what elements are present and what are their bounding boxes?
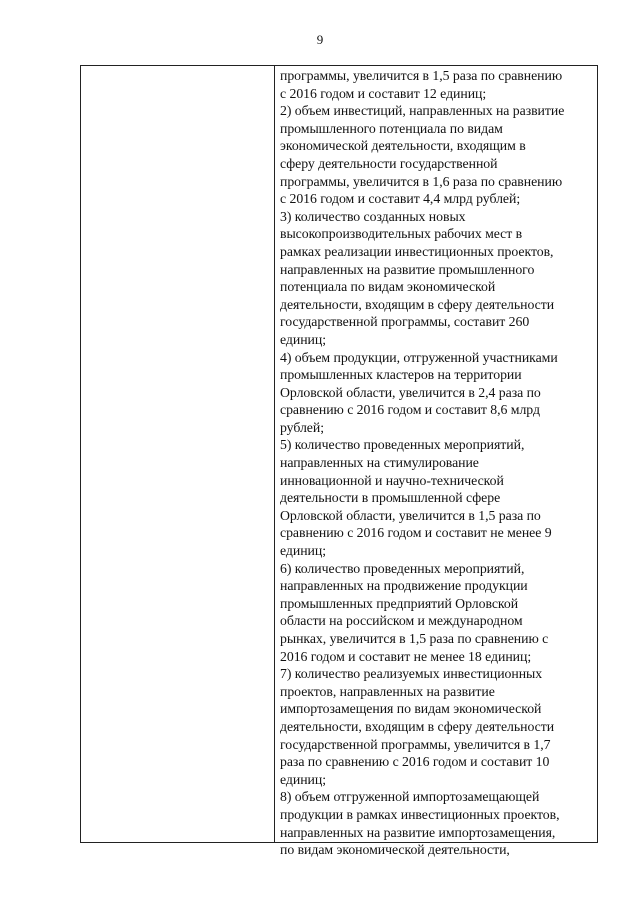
- table-text-cell: [280, 67, 596, 859]
- text-line: с 2016 годом и составит 12 единиц;: [280, 85, 487, 101]
- text-line: государственной программы, увеличится в 1,7: [280, 736, 551, 752]
- text-line: 2016 годом и составит не менее 18 единиц;: [280, 648, 532, 664]
- text-line: по видам экономической деятельности,: [280, 842, 510, 858]
- text-line: сферу деятельности государственной: [280, 155, 498, 171]
- text-line: с 2016 годом и составит 4,4 млрд рублей;: [280, 191, 521, 207]
- text-line: единиц;: [280, 771, 326, 787]
- text-line: потенциала по видам экономической: [280, 279, 496, 295]
- page-number: 9: [316, 32, 324, 47]
- text-line: 4) объем продукции, отгруженной участниками: [280, 349, 558, 365]
- text-line: 2) объем инвестиций, направленных на развитие: [280, 103, 565, 119]
- text-line: единиц;: [280, 543, 326, 559]
- text-line: программы, увеличится в 1,5 раза по сравнению: [280, 68, 563, 83]
- text-line: промышленных кластеров на территории: [280, 367, 522, 383]
- text-line: 6) количество проведенных мероприятий,: [280, 560, 525, 576]
- text-line: импортозамещения по видам экономической: [280, 701, 542, 717]
- text-line: промышленного потенциала по видам: [280, 120, 503, 136]
- column-divider: [274, 66, 275, 842]
- text-line: рублей;: [280, 419, 324, 435]
- text-line: деятельности, входящим в сферу деятельности: [280, 296, 555, 312]
- text-line: промышленных предприятий Орловской: [280, 595, 519, 611]
- text-line: области на российском и международном: [280, 613, 523, 629]
- text-line: программы, увеличится в 1,6 раза по сравнению: [280, 173, 563, 189]
- text-line: продукции в рамках инвестиционных проектов,: [280, 806, 560, 822]
- text-line: экономической деятельности, входящим в: [280, 138, 526, 154]
- text-line: рынках, увеличится в 1,5 раза по сравнению с: [280, 631, 549, 646]
- document-table: [80, 65, 598, 858]
- text-line: 8) объем отгруженной импортозамещающей: [280, 789, 540, 805]
- text-line: направленных на стимулирование: [280, 455, 479, 471]
- text-line: 3) количество созданных новых: [280, 208, 466, 224]
- text-line: Орловской области, увеличится в 2,4 раза по: [280, 384, 541, 400]
- text-line: деятельности в промышленной сфере: [280, 490, 501, 506]
- text-line: сравнению с 2016 годом и составит не менее 9: [280, 525, 552, 541]
- text-line: проектов, направленных на развитие: [280, 683, 495, 699]
- text-line: рамках реализации инвестиционных проектов,: [280, 243, 554, 259]
- text-line: инновационной и научно-технической: [280, 472, 504, 488]
- text-line: направленных на продвижение продукции: [280, 578, 528, 594]
- text-line: сравнению с 2016 годом и составит 8,6 млрд: [280, 402, 540, 418]
- text-line: раза по сравнению с 2016 годом и составит 10: [280, 754, 550, 770]
- text-line: направленных на развитие импортозамещения,: [280, 824, 556, 840]
- text-line: высокопроизводительных рабочих мест в: [280, 226, 523, 242]
- text-line: Орловской области, увеличится в 1,5 раза по: [280, 507, 541, 523]
- text-line: единиц;: [280, 331, 326, 347]
- text-line: 7) количество реализуемых инвестиционных: [280, 666, 543, 682]
- text-line: 5) количество проведенных мероприятий,: [280, 437, 525, 453]
- text-line: деятельности, входящим в сферу деятельности: [280, 718, 555, 734]
- text-line: направленных на развитие промышленного: [280, 261, 535, 277]
- text-line: государственной программы, составит 260: [280, 314, 530, 330]
